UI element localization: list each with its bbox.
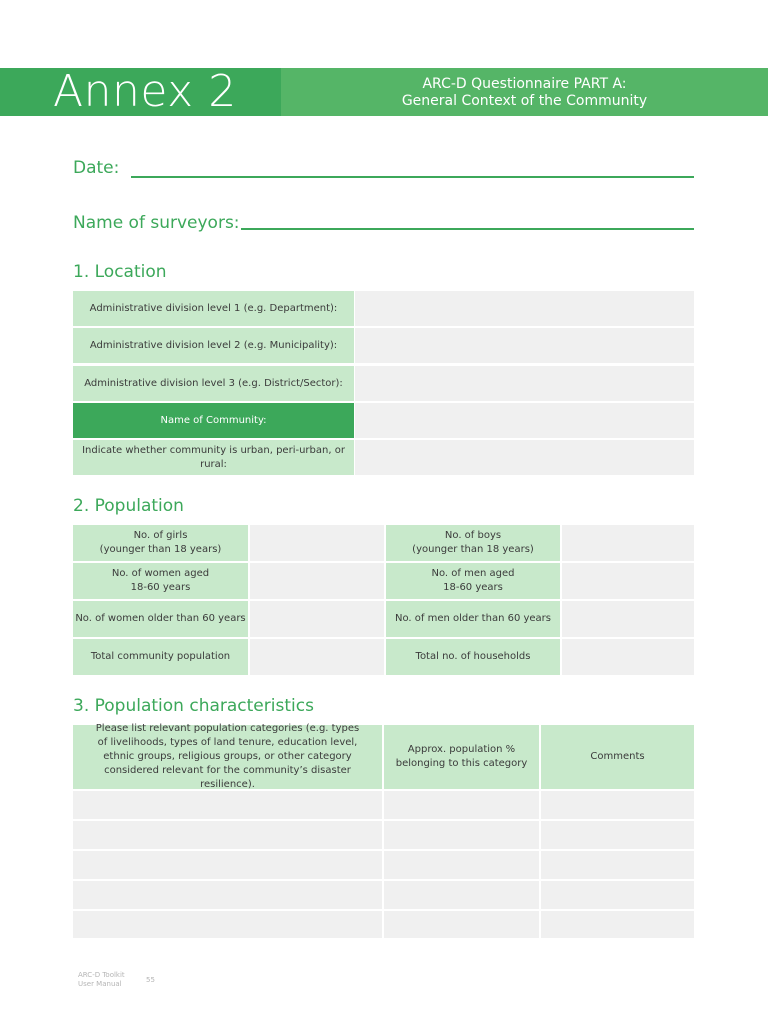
questionnaire-subtitle	[281, 68, 768, 116]
population-label-total-households: Total no. of households	[386, 639, 560, 675]
annex-title: Annex 2	[0, 68, 281, 116]
surveyors-label: Name of surveyors:	[73, 213, 240, 233]
characteristics-row-5-comments[interactable]	[541, 911, 694, 938]
characteristics-header-percent: Approx. population % belonging to this category	[384, 725, 539, 789]
population-input-men-over-60[interactable]	[562, 601, 694, 637]
population-input-women-18-60[interactable]	[250, 563, 384, 599]
population-input-total-population[interactable]	[250, 639, 384, 675]
population-label-women-18-60	[73, 563, 248, 599]
characteristics-section-title: 3. Population characteristics	[73, 696, 314, 716]
characteristics-row-4-category[interactable]	[73, 881, 382, 909]
characteristics-row-2-category[interactable]	[73, 821, 382, 849]
characteristics-row-2-comments[interactable]	[541, 821, 694, 849]
population-label-girls-line2: (younger than 18 years)	[99, 544, 222, 555]
characteristics-row-1-percent[interactable]	[384, 791, 539, 819]
population-label-boys-line2: (younger than 18 years)	[412, 544, 534, 555]
subtitle-line-1: ARC-D Questionnaire PART A:	[422, 76, 627, 92]
location-input-level-2[interactable]	[355, 328, 694, 363]
date-label: Date:	[73, 158, 120, 178]
location-input-level-3[interactable]	[355, 366, 694, 401]
characteristics-row-4-percent[interactable]	[384, 881, 539, 909]
location-input-community-name[interactable]	[355, 403, 694, 438]
population-label-total-population: Total community population	[73, 639, 248, 675]
population-input-women-over-60[interactable]	[250, 601, 384, 637]
population-label-men-18-60	[386, 563, 560, 599]
footer-line-1: ARC-D Toolkit	[78, 971, 125, 979]
characteristics-header-categories: Please list relevant population categories (e.g. types of livelihoods, types of land tenure, education level, ethnic groups, religious groups, or other category considered relevant for the community’s disaster resilience).	[73, 725, 382, 789]
population-input-men-18-60[interactable]	[562, 563, 694, 599]
population-label-boys-line1: No. of boys	[444, 530, 502, 541]
location-label-urban-rural: Indicate whether community is urban, peri-urban, or rural:	[73, 440, 354, 475]
location-label-level-1: Administrative division level 1 (e.g. Department):	[73, 291, 354, 326]
population-input-boys[interactable]	[562, 525, 694, 561]
population-label-men-line2: 18-60 years	[443, 582, 503, 593]
footer-publication	[78, 971, 125, 989]
characteristics-row-1-comments[interactable]	[541, 791, 694, 819]
location-label-level-3: Administrative division level 3 (e.g. District/Sector):	[73, 366, 354, 401]
date-field[interactable]	[131, 176, 694, 178]
characteristics-row-2-percent[interactable]	[384, 821, 539, 849]
surveyors-field[interactable]	[241, 228, 694, 230]
population-label-men-over-60: No. of men older than 60 years	[386, 601, 560, 637]
population-label-women-line1: No. of women aged	[111, 568, 210, 579]
characteristics-header-comments: Comments	[541, 725, 694, 789]
page-number: 55	[146, 976, 155, 984]
location-label-level-2: Administrative division level 2 (e.g. Municipality):	[73, 328, 354, 363]
characteristics-row-1-category[interactable]	[73, 791, 382, 819]
characteristics-row-5-category[interactable]	[73, 911, 382, 938]
population-label-girls-line1: No. of girls	[133, 530, 188, 541]
location-label-community-name: Name of Community:	[73, 403, 354, 438]
characteristics-row-3-comments[interactable]	[541, 851, 694, 879]
characteristics-row-3-percent[interactable]	[384, 851, 539, 879]
characteristics-row-5-percent[interactable]	[384, 911, 539, 938]
footer-line-2: User Manual	[78, 980, 122, 988]
characteristics-row-4-comments[interactable]	[541, 881, 694, 909]
population-input-total-households[interactable]	[562, 639, 694, 675]
population-section-title: 2. Population	[73, 496, 184, 516]
location-input-urban-rural[interactable]	[355, 440, 694, 475]
population-label-women-over-60: No. of women older than 60 years	[73, 601, 248, 637]
characteristics-row-3-category[interactable]	[73, 851, 382, 879]
population-input-girls[interactable]	[250, 525, 384, 561]
population-label-girls	[73, 525, 248, 561]
population-label-women-line2: 18-60 years	[130, 582, 191, 593]
subtitle-line-2: General Context of the Community	[401, 93, 648, 109]
population-label-men-line1: No. of men aged	[431, 568, 515, 579]
location-section-title: 1. Location	[73, 262, 167, 282]
location-input-level-1[interactable]	[355, 291, 694, 326]
population-label-boys	[386, 525, 560, 561]
